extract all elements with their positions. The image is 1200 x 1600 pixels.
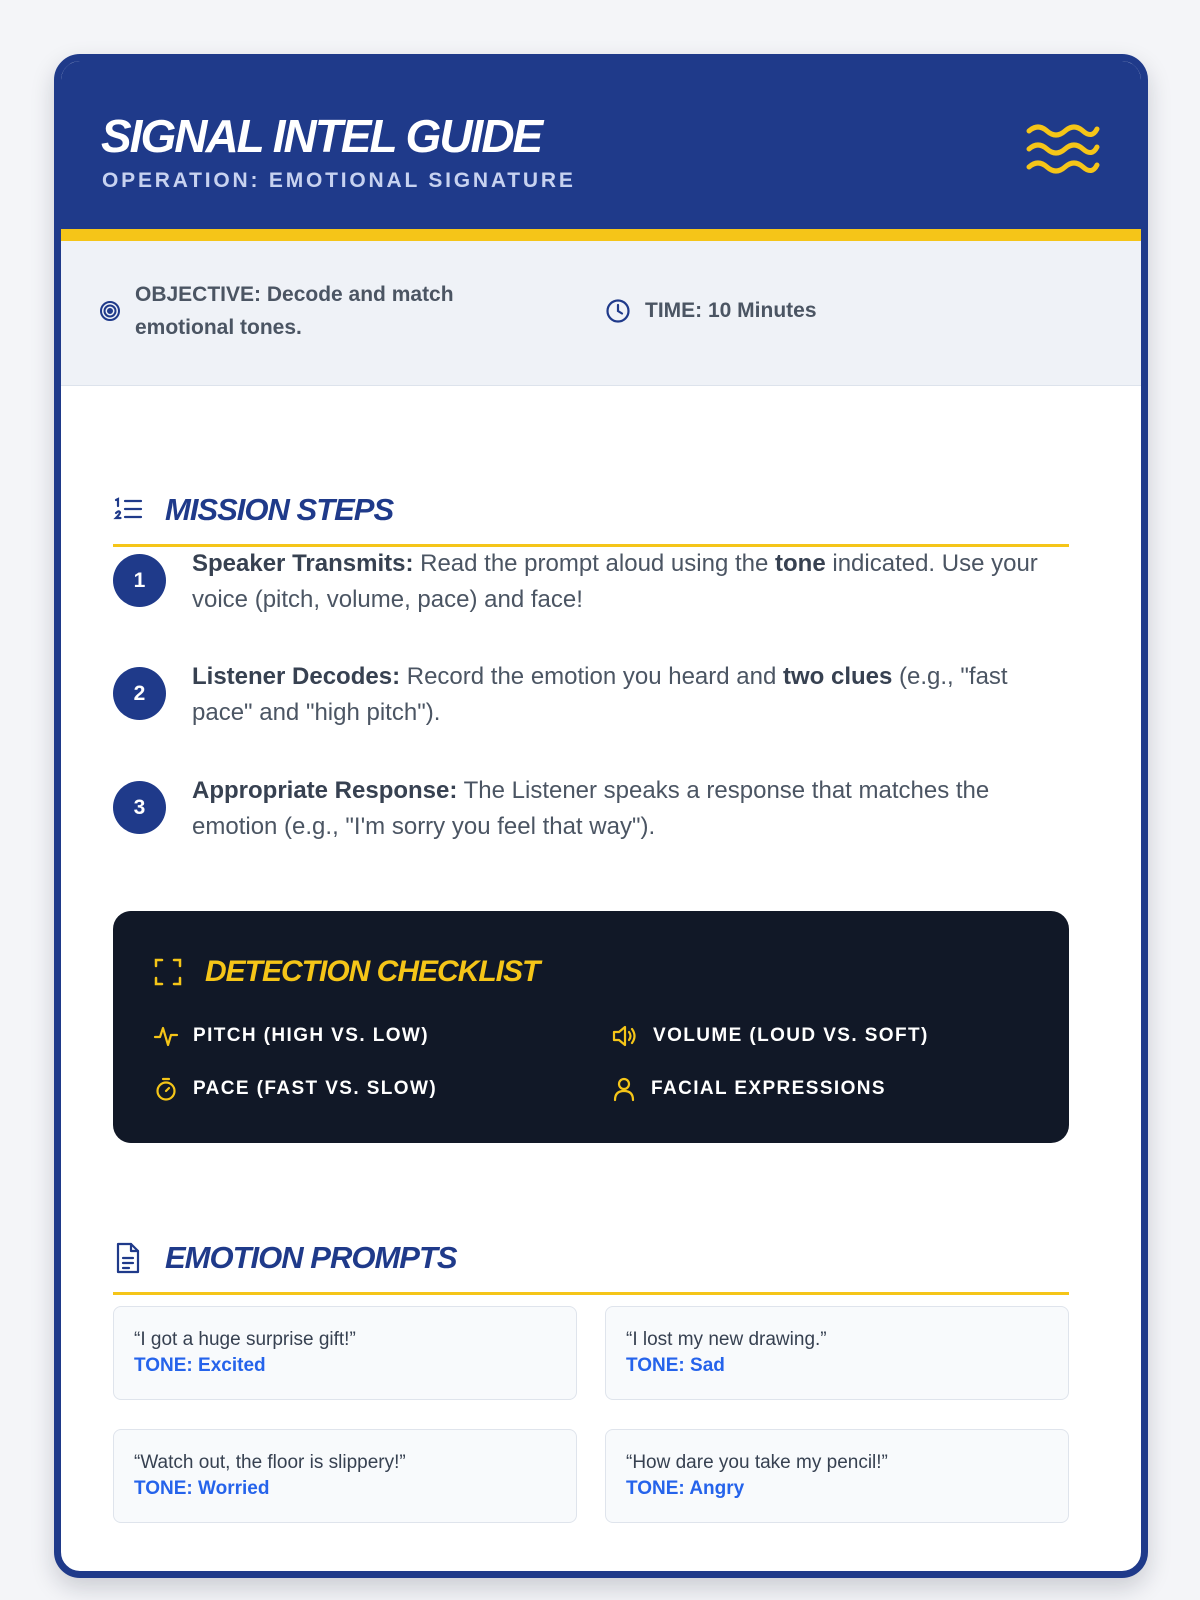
- page-subtitle: OPERATION: EMOTIONAL SIGNATURE: [102, 169, 576, 192]
- objective-text: OBJECTIVE: Decode and match emotional tones.: [135, 283, 454, 339]
- prompt-quote: “I lost my new drawing.”: [626, 1329, 827, 1350]
- checklist-item: PITCH (HIGH VS. LOW): [153, 1023, 429, 1049]
- step-number: 2: [113, 667, 166, 720]
- prompt-tone: TONE: Angry: [626, 1478, 745, 1499]
- time-text: TIME: 10 Minutes: [645, 299, 817, 322]
- prompt-card: [605, 1306, 1069, 1400]
- document-icon: [113, 1242, 143, 1274]
- objective: [99, 278, 519, 344]
- header: [61, 61, 1141, 241]
- checklist-item: PACE (FAST VS. SLOW): [153, 1076, 437, 1102]
- target-icon: [99, 300, 121, 322]
- user-icon: [611, 1076, 637, 1102]
- mission-meta: [61, 241, 1141, 386]
- prompt-tone: TONE: Excited: [134, 1355, 266, 1376]
- timer-icon: [153, 1076, 179, 1102]
- mission-steps-heading: [113, 489, 1069, 547]
- step-item: [113, 546, 1073, 618]
- section-title: EMOTION PROMPTS: [165, 1239, 457, 1275]
- prompt-tone: TONE: Sad: [626, 1355, 725, 1376]
- section-title: MISSION STEPS: [165, 491, 394, 527]
- numbered-list-icon: [113, 496, 143, 524]
- guide-card: [54, 54, 1148, 1578]
- checklist-item: FACIAL EXPRESSIONS: [611, 1076, 886, 1102]
- prompt-quote: “I got a huge surprise gift!”: [134, 1329, 356, 1350]
- time-limit: [605, 294, 817, 327]
- emotion-prompts-heading: [113, 1237, 1069, 1295]
- step-item: [113, 659, 1073, 731]
- checklist-heading: [153, 955, 539, 989]
- scan-icon: [153, 957, 183, 987]
- prompt-card: [605, 1429, 1069, 1523]
- detection-checklist: [113, 911, 1069, 1143]
- step-item: [113, 773, 1073, 845]
- activity-icon: [153, 1023, 179, 1049]
- step-text: Speaker Transmits: Read the prompt aloud using the tone indicated. Use your voice (pitch, volume, pace) and face!: [192, 550, 1038, 613]
- step-number: 1: [113, 554, 166, 607]
- page-title: SIGNAL INTEL GUIDE: [101, 110, 542, 162]
- waves-icon: [1025, 121, 1101, 177]
- prompt-quote: “How dare you take my pencil!”: [626, 1452, 888, 1473]
- speaker-icon: [611, 1023, 639, 1049]
- prompt-quote: “Watch out, the floor is slippery!”: [134, 1452, 406, 1473]
- clock-icon: [605, 298, 631, 324]
- prompt-card: [113, 1306, 577, 1400]
- prompt-card: [113, 1429, 577, 1523]
- prompt-tone: TONE: Worried: [134, 1478, 270, 1499]
- checklist-title: DETECTION CHECKLIST: [205, 955, 540, 988]
- checklist-item: VOLUME (LOUD VS. SOFT): [611, 1023, 929, 1049]
- step-text: Appropriate Response: The Listener speaks a response that matches the emotion (e.g., "I'm sorry you feel that way").: [192, 777, 990, 840]
- step-number: 3: [113, 781, 166, 834]
- step-text: Listener Decodes: Record the emotion you heard and two clues (e.g., "fast pace" and "high pitch").: [192, 663, 1008, 726]
